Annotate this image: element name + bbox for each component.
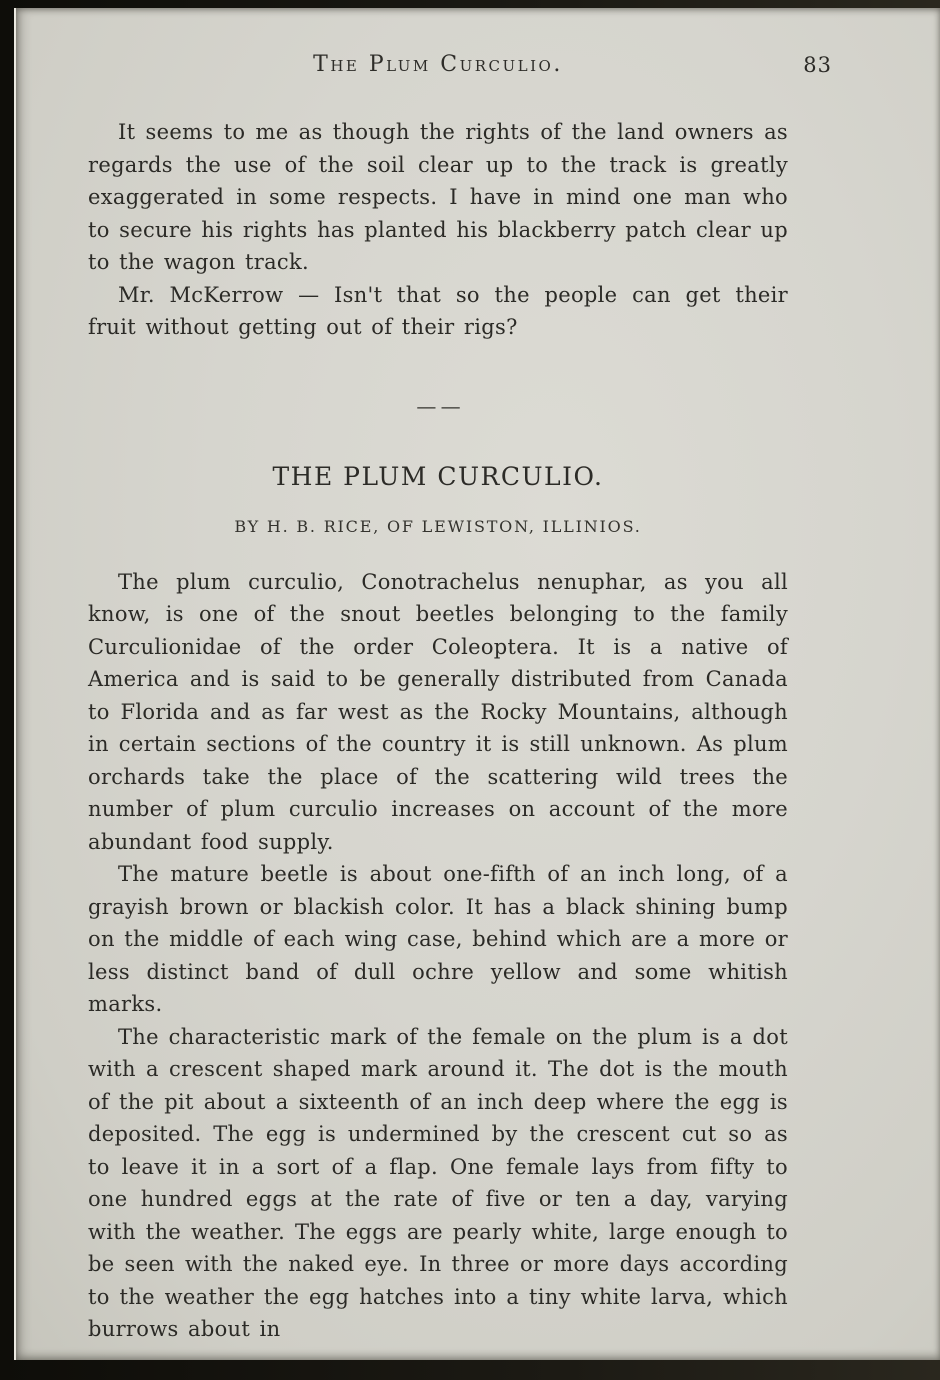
page-header: [88, 52, 832, 86]
intro-paragraph: It seems to me as though the rights of the land owners as regards the use of the soil clear up to the track is greatly exaggerated in some respects. I have in mind one man who to secure his rights has planted his blackberry patch clear up to the wagon track.: [88, 120, 788, 274]
section-divider: — —: [416, 393, 460, 418]
page-content: [88, 8, 832, 1346]
article-byline: BY H. B. RICE, OF LEWISTON, ILLINIOS.: [234, 516, 642, 536]
paper-page: [14, 8, 940, 1360]
article-title: THE PLUM CURCULIO.: [272, 461, 604, 491]
article-paragraph: The mature beetle is about one-fifth of an inch long, of a grayish brown or blackish color. It has a black shining bump on the middle of each wing case, behind which are a more or less distinct band of dull ochre yellow and some whitish marks.: [88, 862, 788, 1016]
article-paragraph: The characteristic mark of the female on the plum is a dot with a crescent shaped mark around it. The dot is the mouth of the pit about a sixteenth of an inch deep where the egg is deposited. The egg is undermined by the crescent cut so as to leave it in a sort of a flap. One female lays from fifty to one hundred eggs at the rate of five or ten a day, varying with the weather. The eggs are pearly white, large enough to be seen with the naked eye. In three or more days according to the weather the egg hatches into a tiny white larva, which burrows about in: [88, 1024, 788, 1341]
article-paragraph: The plum curculio, Conotrachelus nenuphar, as you all know, is one of the snout beetles belonging to the family Curculionidae of the order Coleoptera. It is a native of America and is said to be generally distributed from Canada to Florida and as far west as the Rocky Mountains, although in certain sections of the country it is still unknown. As plum orchards take the place of the scattering wild trees the number of plum curculio increases on account of the more abundant food supply.: [88, 569, 788, 854]
page-number: 83: [803, 53, 832, 77]
intro-paragraph: Mr. McKerrow — Isn't that so the people can get their fruit without getting out of their rigs?: [88, 282, 788, 339]
running-header: The Plum Curculio.: [313, 52, 563, 77]
